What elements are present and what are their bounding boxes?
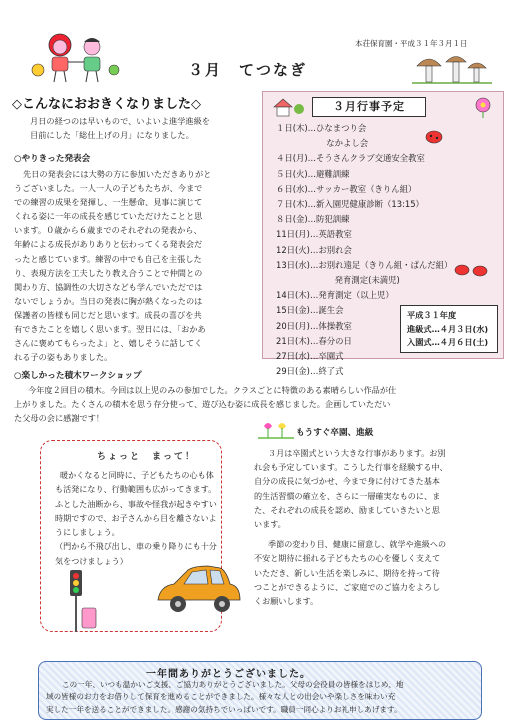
intro-line: 目前にした「総仕上げの月」になりました。	[30, 130, 194, 141]
graduation-line: れ会も予定しています。こうした行事を経験する中、	[254, 462, 448, 473]
schedule-item: １日(木)…ひなまつり会	[276, 123, 367, 133]
schedule-item: 11日(月)…英語教室	[276, 229, 352, 240]
recital-line: 関わり方、協調性の大切さなども学んでいただでは	[14, 281, 203, 292]
schedule-item: 12日(火)…お別れ会	[276, 244, 352, 255]
graduation-line: ３月は卒園式という大きな行事があります。お別	[268, 448, 446, 458]
graduation-line: 的生活習慣の確立を、さらに一層確実なものに、ま	[254, 490, 441, 501]
new-year-title: 平成３１年度	[407, 310, 457, 320]
promotion-ceremony: 進級式…４月３日(水)	[407, 323, 489, 334]
recital-line: 有できたことを嬉しく思います。翌日には、「おかあ	[14, 324, 206, 335]
graduation-line: 季節の変わり目、健康に留意し、就学や進級への	[268, 539, 447, 550]
recital-heading: ○やりきった発表会	[14, 154, 91, 164]
traffic-signal-icon	[60, 566, 100, 636]
recital-line: ないでしょうか。当日の発表に胸が熱くなったのは	[14, 295, 203, 306]
workshop-text	[14, 383, 504, 425]
graduation-line: た、それぞれの成長を認め、励ましていきたいと思	[254, 504, 440, 515]
flower-icon	[470, 96, 496, 118]
schedule-item: 15日(金)…誕生会	[276, 305, 344, 316]
schedule-item: 14日(木)…発育測定（以上児）	[276, 290, 394, 301]
workshop-line: 上がりました。たくさんの積木を思う存分使って、遊び込む姿に成長を感じました。企画していただい	[14, 399, 391, 410]
recital-line: 保護者の皆様も同じだと思います。成長の喜びを共	[14, 309, 202, 320]
caution-text	[55, 468, 220, 568]
intro-text	[30, 114, 258, 142]
schedule-item: 13日(水)…お別れ遠足（きりん組・ぱんだ組）	[276, 259, 453, 270]
recital-line: 年齢による成長がありありと伝わってくる発表会だ	[14, 239, 203, 250]
mushroom-icon	[412, 52, 492, 86]
schedule-item: ４日(月)…そうさんクラブ交通安全教室	[276, 153, 425, 164]
recital-line: います。０歳から６歳までのそれぞれの発表から、	[14, 225, 202, 236]
workshop-line: 今年度２回目の積木。今回は以上児のみの参加でした。クラスごとに特徴のある素晴らしい作品が仕	[28, 385, 397, 395]
thanks-text	[46, 679, 478, 716]
thanks-line: この一年、いつも温かいご支援、ご協力ありがとうございました。父母の会役員の皆様をはじめ、地	[62, 680, 404, 689]
intro-heading: ◇こんなにおおきくなりました◇	[12, 97, 201, 112]
caution-line: 暖かくなると同時に、子どもたちの心も体	[60, 470, 214, 480]
schedule-item: 21日(木)…春分の日	[276, 335, 352, 346]
graduation-line: 自分の成長に気づかせ、今まで身に付けてきた基本	[254, 476, 440, 487]
entrance-ceremony: 入園式…４月６日(土)	[407, 337, 489, 347]
graduation-line: いただき、新しい生活を楽しみに、期待を持って待	[254, 567, 440, 578]
schedule-item: なかよし会	[276, 138, 369, 149]
recital-line: くれる姿に一年の成長を感じていただけたことと思	[14, 211, 203, 222]
schedule-item: ６日(水)…サッカー教室（きりん組）	[276, 183, 417, 194]
graduation-line: います。	[254, 519, 286, 530]
schedule-item: ５日(火)…避難訓練	[276, 168, 350, 179]
caution-line: うにしましょう。	[55, 527, 120, 538]
caution-line: 気をつけましょう）	[55, 555, 128, 566]
graduation-line: 不安と期待に揺れる子どもたちの心を優しく支えて	[254, 553, 441, 564]
schedule-item: ７日(木)…新入園児健康診断（13:15）	[276, 199, 424, 210]
header-org-date: 本荘保育園・平成３１年３月１日	[355, 39, 468, 48]
tulip-icon	[258, 422, 294, 440]
car-icon	[152, 560, 244, 622]
recital-line: さんに褒めてもらったよ」と、嬉しそうに話してく	[14, 338, 203, 349]
recital-line: での練習の成果を発揮し、一生懸命、見事に演じて	[14, 197, 203, 208]
ladybug-icon	[452, 262, 492, 278]
recital-line: うございました。一人一人の子どもたちが、今まで	[14, 183, 203, 194]
house-icon	[272, 96, 306, 118]
recital-text	[14, 167, 258, 364]
caution-title: ちょっと まって！	[97, 452, 197, 462]
intro-line: 月日の経つのは早いもので、いよいよ進学進級を	[30, 116, 210, 126]
schedule-item: 発育測定(未満児)	[276, 275, 400, 286]
caution-line: 時期ですので、お子さんから目を離さないよ	[55, 512, 217, 523]
graduation-line: つことができるように、ご家庭でのご協力をよろし	[254, 581, 441, 592]
recital-line: ったと感じています。練習の中でも自己を主張した	[14, 253, 202, 264]
graduation-text	[254, 446, 498, 608]
caution-line: （門から不飛び出し、車の乗り降りにも十分	[55, 541, 217, 552]
schedule-item: ８日(金)…防犯訓練	[276, 214, 350, 225]
recital-line: れる子の姿もありました。	[14, 352, 113, 363]
graduation-line: くお願いします。	[254, 596, 319, 607]
recital-line: り、表現方法を工夫したり教え合うことで仲間との	[14, 267, 203, 278]
caution-line: ふとした油断から、事故や怪我が起きやすい	[55, 498, 217, 509]
graduation-heading: もうすぐ卒園、進級	[296, 428, 374, 438]
workshop-heading: ○楽しかった積木ワークショップ	[14, 371, 142, 381]
schedule-title: ３月行事予定	[312, 97, 426, 117]
schedule-item: 29日(金)…終了式	[276, 366, 344, 377]
schedule-item: 20日(月)…体操教室	[276, 320, 352, 331]
workshop-line: た父母の会に感謝です！	[14, 413, 105, 424]
thanks-line: 域の皆様のお力をお借りして保育を進めることができました。様々な人との出会いや楽しさを味わい充	[46, 692, 396, 702]
caution-line: も活発になり、行動範囲も広がってきます。	[55, 484, 217, 495]
children-handshake-illustration	[30, 30, 120, 85]
new-year-box	[400, 305, 498, 353]
thanks-title: 一年間ありがとうございました。	[146, 669, 311, 680]
page-title: ３月 てつなぎ	[188, 61, 308, 79]
schedule-item: 27日(水)…卒園式	[276, 351, 344, 362]
thanks-line: 実した一年を送ることができました。感謝の気持ちでいっぱいです。職員一同心よりお礼申しあげます。	[46, 704, 402, 714]
recital-line: 先日の発表会には大勢の方に参加いただきありがと	[23, 169, 212, 179]
